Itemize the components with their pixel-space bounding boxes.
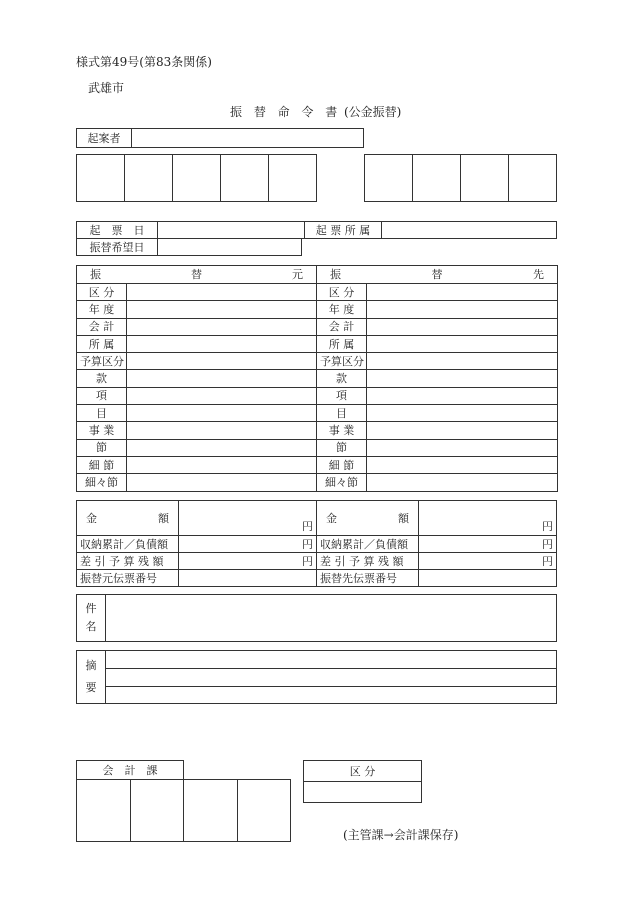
form-title-note: (公金振替) xyxy=(344,105,402,119)
transfer-from-field[interactable] xyxy=(127,318,317,335)
remaining-budget-field-from[interactable]: 円 xyxy=(179,553,317,570)
transfer-to-field[interactable] xyxy=(367,370,558,387)
transfer-to-label: 所 属 xyxy=(317,335,367,352)
transfer-to-field[interactable] xyxy=(367,318,558,335)
transfer-row xyxy=(77,335,558,352)
transfer-from-field[interactable] xyxy=(127,301,317,318)
accounting-stamp-box[interactable] xyxy=(237,780,291,842)
remaining-budget-label-from: 差 引 予 算 残 額 xyxy=(77,553,179,570)
accounting-stamp-box[interactable] xyxy=(130,780,184,842)
drafter-table xyxy=(76,128,364,148)
transfer-to-field[interactable] xyxy=(367,387,558,404)
transfer-row xyxy=(77,422,558,439)
transfer-to-label: 項 xyxy=(317,387,367,404)
transfer-from-field[interactable] xyxy=(127,405,317,422)
approval-box[interactable] xyxy=(365,155,413,202)
transfer-to-field[interactable] xyxy=(367,284,558,301)
transfer-row xyxy=(77,405,558,422)
summary-line xyxy=(106,687,556,703)
summary-table xyxy=(76,650,557,704)
transfer-table xyxy=(76,265,558,492)
transfer-row xyxy=(77,474,558,491)
transfer-row xyxy=(77,284,558,301)
header-char: 先 xyxy=(533,268,544,281)
approval-box[interactable] xyxy=(173,155,221,202)
accounting-section-boxes xyxy=(76,779,291,842)
draft-date-field[interactable] xyxy=(158,222,305,239)
transfer-from-label: 目 xyxy=(77,405,127,422)
storage-note: (主管課→会計課保存) xyxy=(343,828,459,842)
approval-boxes-right xyxy=(364,154,557,202)
to-slip-field[interactable] xyxy=(419,570,557,587)
accounting-section-label: 会 計 課 xyxy=(77,761,184,780)
transfer-from-label: 細々節 xyxy=(77,474,127,491)
transfer-to-label: 区 分 xyxy=(317,284,367,301)
transfer-to-label: 目 xyxy=(317,405,367,422)
transfer-to-label: 事 業 xyxy=(317,422,367,439)
transfer-to-field[interactable] xyxy=(367,474,558,491)
transfer-from-label: 区 分 xyxy=(77,284,127,301)
summary-label: 摘 要 xyxy=(77,651,106,704)
header-char: 替 xyxy=(191,268,202,281)
subject-table xyxy=(76,594,557,642)
cumulative-field-to[interactable]: 円 xyxy=(419,536,557,553)
approval-boxes-left xyxy=(76,154,317,202)
category-field[interactable] xyxy=(304,782,422,803)
transfer-from-field[interactable] xyxy=(127,422,317,439)
approval-box[interactable] xyxy=(413,155,461,202)
transfer-from-field[interactable] xyxy=(127,335,317,352)
transfer-from-label: 節 xyxy=(77,439,127,456)
transfer-from-label: 項 xyxy=(77,387,127,404)
date-table-1 xyxy=(76,221,557,239)
transfer-to-label: 款 xyxy=(317,370,367,387)
transfer-to-label: 節 xyxy=(317,439,367,456)
accounting-stamp-box[interactable] xyxy=(77,780,131,842)
transfer-from-field[interactable] xyxy=(127,474,317,491)
draft-department-field[interactable] xyxy=(382,222,557,239)
drafter-label: 起案者 xyxy=(77,129,132,148)
transfer-row xyxy=(77,387,558,404)
transfer-row xyxy=(77,353,558,370)
transfer-to-field[interactable] xyxy=(367,335,558,352)
header-char: 振 xyxy=(90,268,101,281)
approval-box[interactable] xyxy=(125,155,173,202)
subject-field[interactable] xyxy=(106,595,557,642)
transfer-to-label: 細々節 xyxy=(317,474,367,491)
approval-box[interactable] xyxy=(221,155,269,202)
header-char: 替 xyxy=(431,268,443,281)
transfer-to-field[interactable] xyxy=(367,422,558,439)
transfer-from-field[interactable] xyxy=(127,370,317,387)
transfer-from-field[interactable] xyxy=(127,353,317,370)
summary-line xyxy=(106,651,556,669)
transfer-from-label: 細 節 xyxy=(77,456,127,473)
transfer-to-label: 年 度 xyxy=(317,301,367,318)
transfer-from-field[interactable] xyxy=(127,439,317,456)
remaining-budget-field-to[interactable]: 円 xyxy=(419,553,557,570)
approval-box[interactable] xyxy=(461,155,509,202)
draft-date-label: 起 票 日 xyxy=(77,222,158,239)
transfer-row xyxy=(77,456,558,473)
form-title: 振 替 命 令 書 xyxy=(230,105,342,119)
transfer-from-field[interactable] xyxy=(127,284,317,301)
transfer-from-field[interactable] xyxy=(127,387,317,404)
to-slip-label: 振替先伝票番号 xyxy=(317,570,419,587)
transfer-from-header xyxy=(77,266,317,284)
transfer-to-field[interactable] xyxy=(367,405,558,422)
amount-field-from[interactable]: 円 xyxy=(179,501,317,536)
transfer-from-label: 予算区分 xyxy=(77,353,127,370)
transfer-to-field[interactable] xyxy=(367,301,558,318)
transfer-to-header xyxy=(317,266,558,284)
approval-box[interactable] xyxy=(269,155,317,202)
drafter-field[interactable] xyxy=(132,129,364,148)
cumulative-field-from[interactable]: 円 xyxy=(179,536,317,553)
transfer-to-field[interactable] xyxy=(367,439,558,456)
desired-transfer-date-label: 振替希望日 xyxy=(77,239,158,256)
amount-table xyxy=(76,500,557,587)
transfer-to-field[interactable] xyxy=(367,456,558,473)
category-label: 区 分 xyxy=(304,761,422,782)
transfer-from-field[interactable] xyxy=(127,456,317,473)
transfer-to-label: 予算区分 xyxy=(317,353,367,370)
transfer-to-field[interactable] xyxy=(367,353,558,370)
approval-box[interactable] xyxy=(509,155,557,202)
accounting-section-header xyxy=(76,760,184,780)
transfer-from-label: 年 度 xyxy=(77,301,127,318)
transfer-row xyxy=(77,301,558,318)
remaining-budget-label-to: 差 引 予 算 残 額 xyxy=(317,553,419,570)
form-number: 様式第49号(第83条関係) xyxy=(76,55,212,69)
summary-line xyxy=(106,669,556,687)
transfer-from-label: 会 計 xyxy=(77,318,127,335)
transfer-from-label: 所 属 xyxy=(77,335,127,352)
transfer-to-label: 細 節 xyxy=(317,456,367,473)
date-table-2 xyxy=(76,238,302,256)
accounting-stamp-box[interactable] xyxy=(184,780,238,842)
from-slip-label: 振替元伝票番号 xyxy=(77,570,179,587)
transfer-to-label: 会 計 xyxy=(317,318,367,335)
cumulative-label-to: 収納累計／負債額 xyxy=(317,536,419,553)
cumulative-label-from: 収納累計／負債額 xyxy=(77,536,179,553)
approval-box[interactable] xyxy=(77,155,125,202)
subject-label: 件 名 xyxy=(77,595,106,642)
transfer-from-label: 事 業 xyxy=(77,422,127,439)
header-char: 振 xyxy=(330,268,341,281)
transfer-row xyxy=(77,370,558,387)
amount-label-to: 金 額 xyxy=(317,501,419,536)
transfer-from-label: 款 xyxy=(77,370,127,387)
desired-transfer-date-field[interactable] xyxy=(158,239,302,256)
header-char: 元 xyxy=(292,268,303,281)
category-table xyxy=(303,760,422,803)
amount-label-from: 金 額 xyxy=(77,501,179,536)
from-slip-field[interactable] xyxy=(179,570,317,587)
transfer-row xyxy=(77,439,558,456)
amount-field-to[interactable]: 円 xyxy=(419,501,557,536)
transfer-row xyxy=(77,318,558,335)
summary-field[interactable] xyxy=(106,651,557,704)
city-name: 武雄市 xyxy=(88,81,125,95)
draft-department-label: 起 票 所 属 xyxy=(305,222,382,239)
